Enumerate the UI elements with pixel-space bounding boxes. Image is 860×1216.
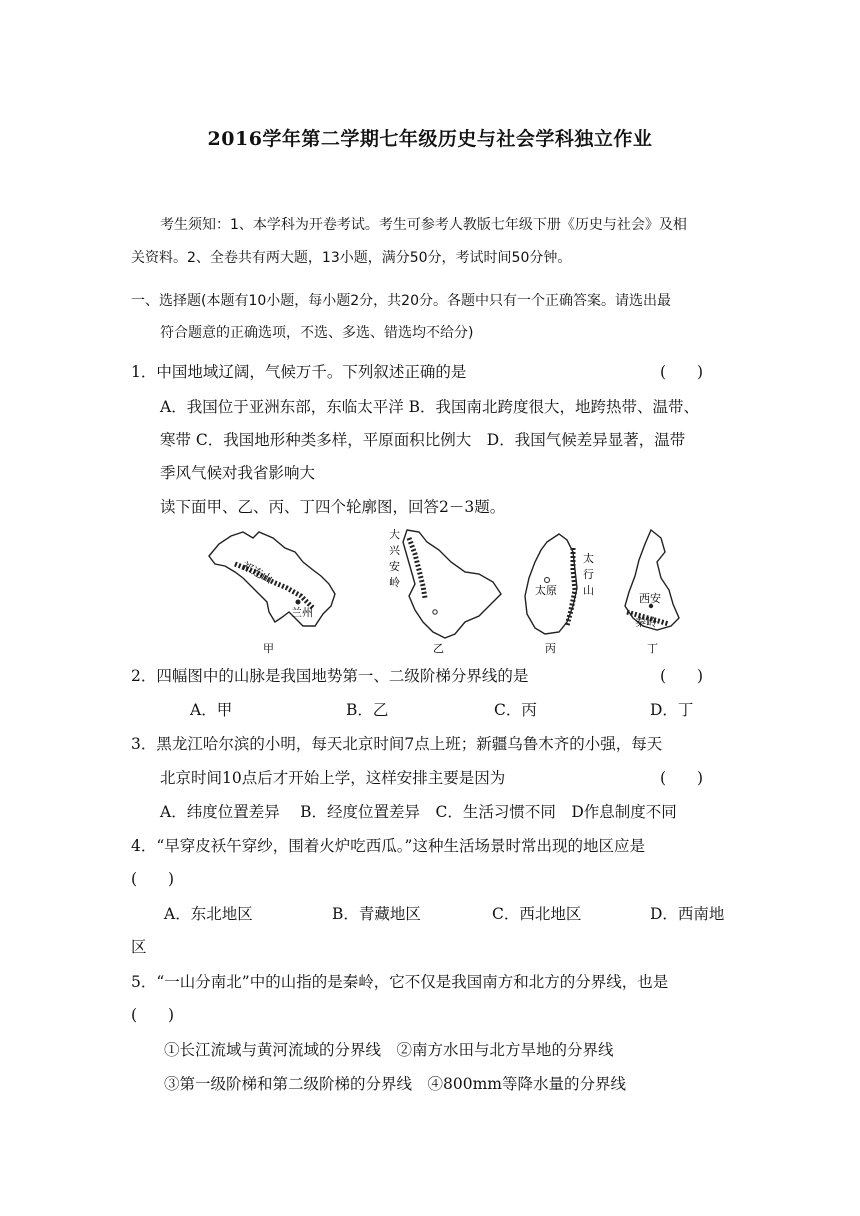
q4-option-a: A．东北地区 [164,905,253,923]
map-bing [525,534,594,655]
map-bing-caption: 丙 [545,642,556,655]
map-yi-mountain-label-1: 大 [389,528,400,541]
q2-option-a: A．甲 [190,701,233,719]
q1-options-line-2: 寒带 C．我国地形种类多样，平原面积比例大 D．我国气候差异显著，温带 [160,431,686,449]
q4-answer-blank: ( ) [131,870,175,888]
map-bing-mountain-label-1: 太 [583,552,594,565]
map-yi-mountain-label-3: 安 [389,560,400,573]
q5-choices-line-1: ①长江流域与黄河流域的分界线 ②南方水田与北方旱地的分界线 [164,1041,614,1059]
q4-option-b: B．青藏地区 [332,905,421,923]
notice-line-2: 关资料。2、全卷共有两大题，13小题，满分50分，考试时间50分钟。 [131,250,572,266]
map-jia [209,532,335,655]
section1-heading-line-1: 一、选择题(本题有10小题，每小题2分，共20分。各题中只有一个正确答案。请选出最 [131,293,671,309]
section1-heading-line-2: 符合题意的正确选项，不选、多选、错选均不给分) [160,325,474,341]
map-jia-caption: 甲 [263,642,274,655]
q3-stem-line-2: 北京时间10点后才开始上学，这样安排主要是因为 [160,769,506,787]
map-jia-city-label: 兰州 [291,606,313,619]
q2-answer-blank: ( ) [660,667,704,685]
map-bing-city-label: 太原 [535,584,557,597]
q1-options-line-1: A．我国位于亚洲东部，东临太平洋 B．我国南北跨度很大，地跨热带、温带、 [160,398,700,416]
map-ding-caption: 丁 [647,642,658,655]
q5-answer-blank: ( ) [131,1006,175,1024]
q1-options-line-3: 季风气候对我省影响大 [160,464,316,482]
q1-stem: 1．中国地域辽阔，气候万千。下列叙述正确的是 [131,363,467,381]
q1-answer-blank: ( ) [660,363,704,381]
q3-stem-line-1: 3．黑龙江哈尔滨的小明，每天北京时间7点上班；新疆乌鲁木齐的小强，每天 [131,735,663,753]
map-bing-mountain-label-2: 行 [583,568,594,581]
page-title: 2016学年第二学期七年级历史与社会学科独立作业 [207,128,653,150]
map-reading-instruction: 读下面甲、乙、丙、丁四个轮廓图，回答2－3题。 [160,498,506,516]
q2-option-d: D．丁 [650,701,694,719]
q4-option-d-wrap: 区 [131,938,147,956]
outline-maps-figure [195,526,690,656]
q3-options: A．纬度位置差异 B．经度位置差异 C．生活习惯不同 D作息制度不同 [160,803,677,821]
q2-stem: 2．四幅图中的山脉是我国地势第一、二级阶梯分界线的是 [131,667,529,685]
q2-option-b: B．乙 [346,701,389,719]
q3-answer-blank: ( ) [660,769,704,787]
map-yi-mountain-label-4: 岭 [389,576,400,589]
notice-line-1: 考生须知：1、本学科为开卷考试。考生可参考人教版七年级下册《历史与社会》及相 [160,217,687,233]
q5-choices-line-2: ③第一级阶梯和第二级阶梯的分界线 ④800mm等降水量的分界线 [164,1075,626,1093]
q4-stem: 4．“早穿皮袄午穿纱，围着火炉吃西瓜。”这种生活场景时常出现的地区应是 [131,837,645,855]
map-jia-mountain-label: 祁连山 [239,559,275,587]
map-yi-mountain-label-2: 兴 [389,544,400,557]
map-yi-caption: 乙 [433,642,444,655]
q4-option-c: C．西北地区 [492,905,582,923]
q2-option-c: C．丙 [494,701,537,719]
q4-option-d: D．西南地 [650,905,725,923]
q5-stem: 5．“一山分南北”中的山指的是秦岭，它不仅是我国南方和北方的分界线，也是 [131,973,669,991]
map-ding-city-label: 西安 [639,592,661,605]
map-yi [389,527,501,655]
map-bing-mountain-label-3: 山 [583,584,594,597]
map-ding [625,530,679,655]
map-ding-mountain-label: 秦岭 [635,616,657,629]
